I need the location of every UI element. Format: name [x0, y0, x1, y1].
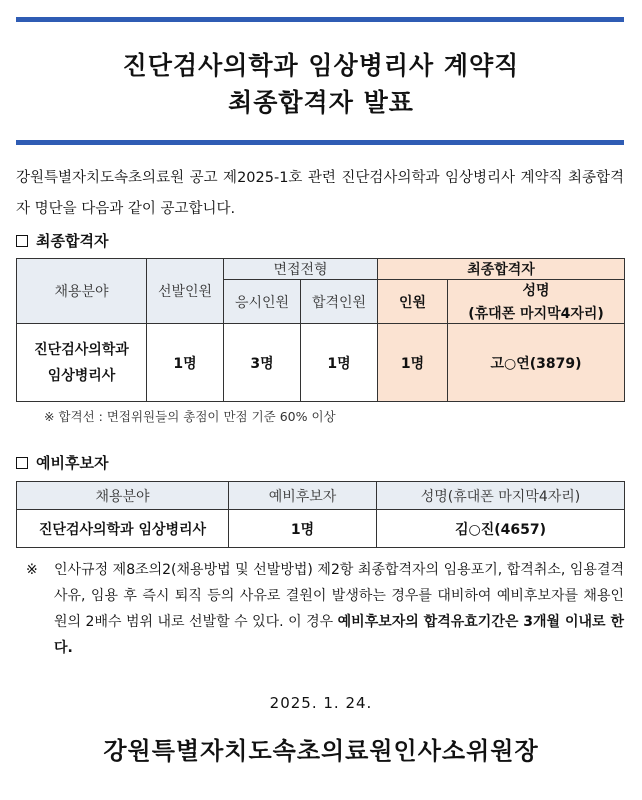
final-section-heading	[16, 230, 108, 251]
reserve-note	[26, 557, 624, 661]
note-mark: ※	[26, 562, 38, 578]
reserve-table	[16, 481, 625, 548]
cell-final-name: 고○연(3879)	[448, 324, 625, 402]
header-interview-group: 면접전형	[224, 259, 378, 280]
header-final-name	[448, 280, 625, 324]
reserve-cell-name: 김○진(4657)	[377, 510, 625, 548]
cell-passed: 1명	[301, 324, 378, 402]
table-row	[17, 324, 625, 402]
cell-applicants: 3명	[224, 324, 301, 402]
reserve-cell-field: 진단검사의학과 임상병리사	[17, 510, 229, 548]
reserve-section-label: 예비후보자	[36, 454, 109, 472]
header-final-group: 최종합격자	[378, 259, 625, 280]
header-applicants: 응시인원	[224, 280, 301, 324]
top-rule	[16, 17, 624, 22]
cell-field-line1: 진단검사의학과	[34, 341, 129, 358]
table-row	[17, 510, 625, 548]
bottom-rule	[16, 140, 624, 145]
cell-selected: 1명	[147, 324, 224, 402]
final-section-label: 최종합격자	[36, 232, 109, 250]
header-field: 채용분야	[17, 259, 147, 324]
reserve-header-count: 예비후보자	[229, 482, 377, 510]
reserve-header-field: 채용분야	[17, 482, 229, 510]
header-final-count: 인원	[378, 280, 448, 324]
reserve-note-plain: 인사규정 제8조의2(채용방법 및 선발방법) 제2항 최종합격자의 임용포기, 합격취소, 임용결격 사유, 임용 후 즉시 퇴직 등의 사유로 결원이 발생하는 경우를 대비하여 예비후보자를 채용인원의 2배수 범위 내로 선발할 수 있다. 이 경우	[54, 562, 624, 630]
intro-paragraph: 강원특별자치도속초의료원 공고 제2025-1호 관련 진단검사의학과 임상병리사 계약직 최종합격자 명단을 다음과 같이 공고합니다.	[16, 170, 624, 217]
page-title-line1: 진단검사의학과 임상병리사 계약직	[122, 51, 520, 80]
header-final-name-line1: 성명	[522, 283, 550, 299]
header-final-name-line2: (휴대폰 마지막4자리)	[468, 306, 604, 322]
header-passed: 합격인원	[301, 280, 378, 324]
checkbox-square-icon	[16, 235, 28, 247]
pass-line-note: ※ 합격선 : 면접위원들의 총점이 만점 기준 60% 이상	[44, 409, 336, 424]
final-table	[16, 258, 625, 402]
reserve-section-heading	[16, 452, 108, 473]
signature-line: 강원특별자치도속초의료원인사소위원장	[103, 737, 539, 765]
page-title-line2: 최종합격자 발표	[228, 88, 414, 117]
cell-final-count: 1명	[378, 324, 448, 402]
announcement-date: 2025. 1. 24.	[269, 694, 373, 712]
checkbox-square-icon	[16, 457, 28, 469]
cell-field-line2: 임상병리사	[47, 367, 116, 384]
header-selected: 선발인원	[147, 259, 224, 324]
reserve-note-bold: 예비후보자의 합격유효기간은 3개월 이내로 한다.	[54, 614, 624, 656]
reserve-cell-count: 1명	[229, 510, 377, 548]
cell-field	[17, 324, 147, 402]
reserve-header-name: 성명(휴대폰 마지막4자리)	[377, 482, 625, 510]
reserve-note-text	[54, 557, 624, 661]
